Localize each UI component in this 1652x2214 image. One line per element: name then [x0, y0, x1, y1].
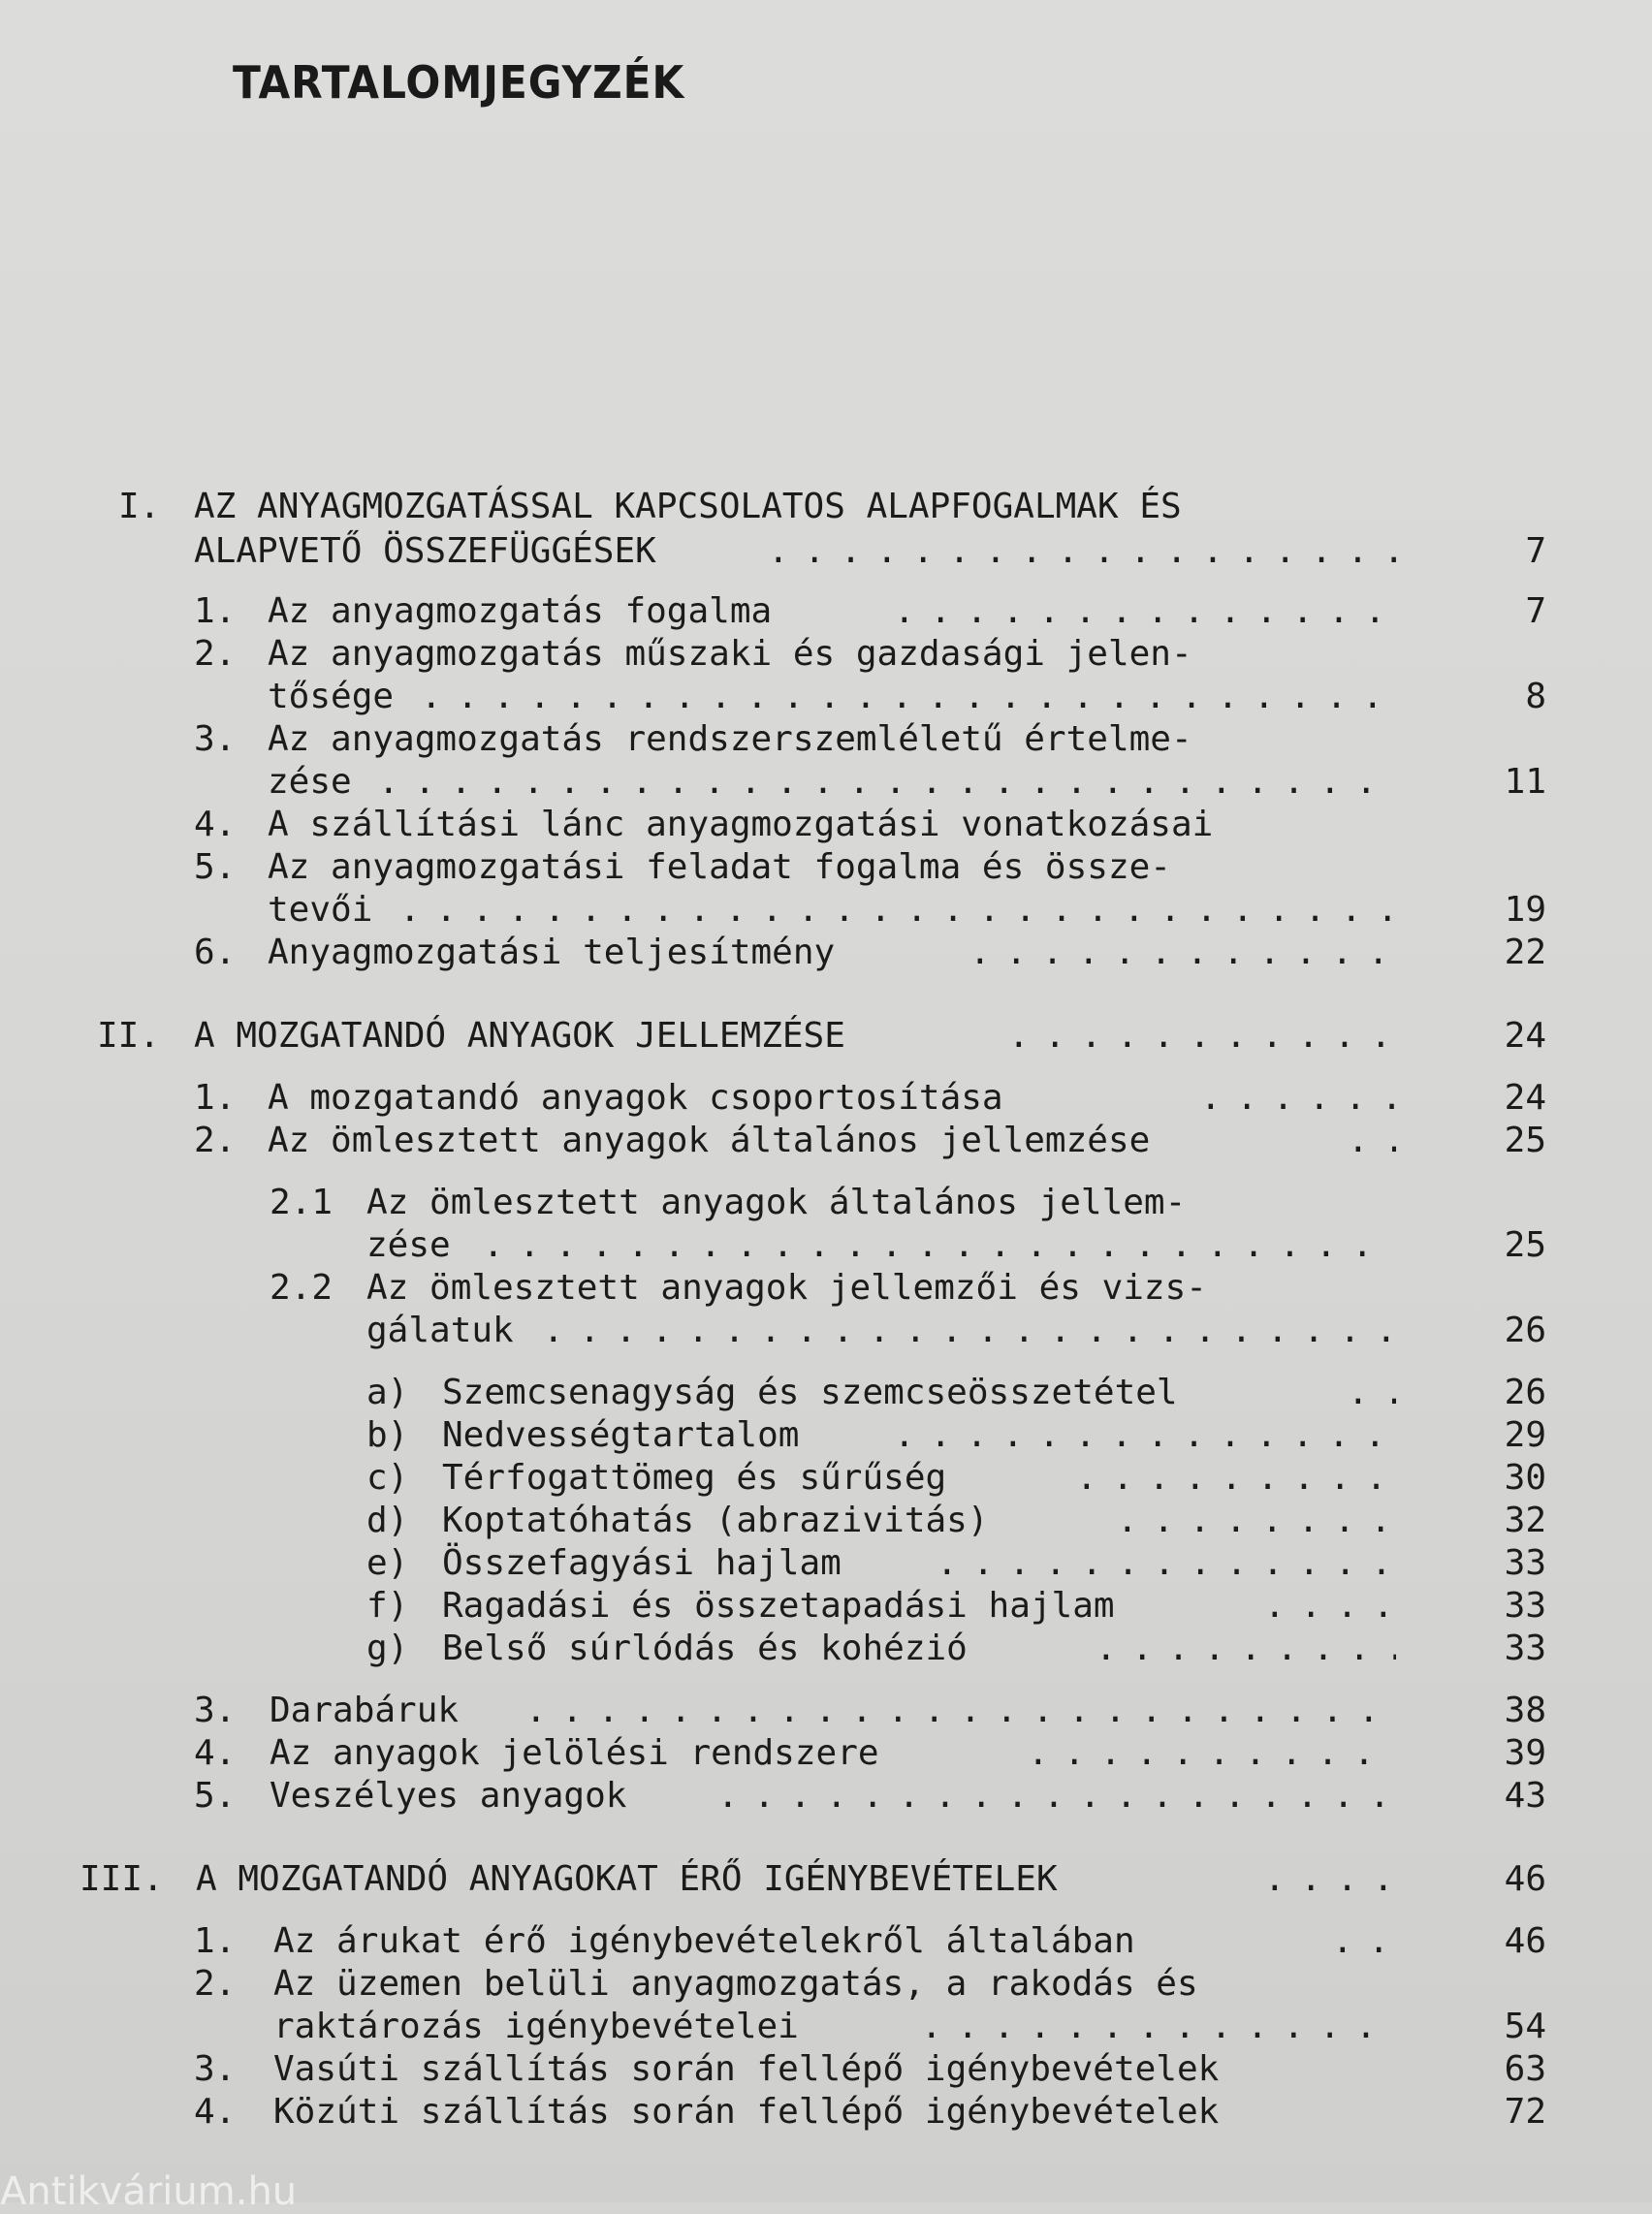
toc-entry	[0, 1857, 1652, 1902]
entry-number: 3.	[194, 719, 237, 759]
entry-title: A mozgatandó anyagok csoportosítása	[268, 1078, 1003, 1118]
entry-page: 63	[1504, 2049, 1546, 2089]
toc-entry	[0, 931, 1652, 975]
entry-title: Összefagyási hajlam	[442, 1543, 842, 1583]
entry-number: 3.	[194, 1691, 237, 1730]
dot-leader	[543, 1309, 1396, 1353]
entry-number: 2.2	[270, 1268, 334, 1308]
entry-number: 4.	[194, 2092, 237, 2132]
entry-number: f)	[366, 1586, 409, 1626]
entry-page: 8	[1525, 677, 1546, 716]
entry-number: 5.	[194, 1776, 237, 1816]
entry-number: II.	[97, 1016, 161, 1056]
dot-leader	[717, 1774, 1396, 1819]
page-title: TARTALOMJEGYZÉK	[233, 56, 685, 109]
entry-number: 2.	[194, 634, 237, 674]
dot-leader	[1117, 1499, 1396, 1543]
dot-leader	[921, 2005, 1396, 2049]
dot-leader	[894, 1413, 1396, 1458]
toc-entry	[0, 589, 1652, 634]
entry-title: Az árukat érő igénybevételekről általában	[273, 1921, 1135, 1961]
entry-number: I.	[118, 487, 161, 526]
dot-leader	[1264, 1857, 1396, 1902]
dot-leader	[1028, 1731, 1396, 1776]
toc-entry	[0, 1456, 1652, 1501]
entry-number: 2.1	[270, 1183, 334, 1222]
entry-number: 1.	[194, 591, 237, 631]
entry-title: Az anyagmozgatás fogalma	[268, 591, 773, 631]
entry-title: raktározás igénybevételei	[273, 2007, 799, 2046]
entry-page: 22	[1504, 933, 1546, 972]
toc-entry	[0, 1181, 1652, 1225]
entry-number: 4.	[194, 1733, 237, 1773]
entry-page: 46	[1504, 1859, 1546, 1899]
entry-number: 5.	[194, 847, 237, 887]
entry-number: c)	[366, 1458, 409, 1498]
dot-leader	[1008, 1014, 1396, 1059]
dot-leader	[421, 675, 1396, 719]
dot-leader	[1348, 1371, 1396, 1415]
entry-page: 11	[1504, 762, 1546, 802]
entry-number: a)	[366, 1373, 409, 1412]
toc-entry	[0, 1541, 1652, 1586]
entry-title: Darabáruk	[270, 1691, 460, 1730]
entry-title: zése	[366, 1225, 451, 1265]
dot-leader	[1096, 1627, 1396, 1671]
entry-page: 30	[1504, 1458, 1546, 1498]
entry-number: 2.	[194, 1964, 237, 2004]
entry-page: 33	[1504, 1586, 1546, 1626]
entry-page: 38	[1504, 1691, 1546, 1730]
entry-number: 3.	[194, 2049, 237, 2089]
toc-entry	[0, 1119, 1652, 1163]
entry-title: Koptatóhatás (abrazivitás)	[442, 1501, 989, 1540]
dot-leader	[1200, 1076, 1396, 1121]
toc-entry	[0, 1076, 1652, 1121]
entry-page: 32	[1504, 1501, 1546, 1540]
dot-leader	[483, 1223, 1396, 1268]
entry-page: 46	[1504, 1921, 1546, 1961]
dot-leader	[1076, 1456, 1396, 1501]
entry-page: 33	[1504, 1543, 1546, 1583]
entry-number: d)	[366, 1501, 409, 1540]
entry-title: Közúti szállítás során fellépő igénybevételek	[273, 2092, 1220, 2132]
toc-entry	[0, 1584, 1652, 1629]
entry-page: 39	[1504, 1733, 1546, 1773]
toc-entry	[0, 717, 1652, 762]
entry-title: tevői	[268, 890, 373, 930]
toc-entry	[0, 1266, 1652, 1311]
entry-page: 43	[1504, 1776, 1546, 1816]
entry-page: 29	[1504, 1415, 1546, 1455]
toc-entry	[0, 1627, 1652, 1671]
toc-entry	[0, 760, 1652, 805]
entry-number: 6.	[194, 933, 237, 972]
entry-page: 25	[1504, 1121, 1546, 1160]
toc-entry	[0, 803, 1652, 847]
toc-entry	[0, 1774, 1652, 1819]
toc-entry	[0, 1014, 1652, 1059]
entry-title: Az ömlesztett anyagok jellemzői és vizs-	[366, 1268, 1207, 1308]
entry-title: A MOZGATANDÓ ANYAGOK JELLEMZÉSE	[194, 1016, 845, 1056]
dot-leader	[399, 888, 1396, 933]
entry-title: Ragadási és összetapadási hajlam	[442, 1586, 1115, 1626]
entry-title: A MOZGATANDÓ ANYAGOKAT ÉRŐ IGÉNYBEVÉTELEK	[196, 1859, 1058, 1899]
toc-entry	[0, 1413, 1652, 1458]
entry-page: 19	[1504, 890, 1546, 930]
entry-title: tősége	[268, 677, 395, 716]
watermark: Antikvárium.hu	[0, 2169, 298, 2214]
toc-entry	[0, 632, 1652, 677]
toc-entry	[0, 1371, 1652, 1415]
entry-title: Térfogattömeg és sűrűség	[442, 1458, 947, 1498]
dot-leader	[378, 760, 1396, 805]
entry-title: AZ ANYAGMOZGATÁSSAL KAPCSOLATOS ALAPFOGALMAK ÉS	[194, 487, 1182, 526]
entry-title: Az anyagmozgatási feladat fogalma és össze-	[268, 847, 1171, 887]
toc-entry	[0, 529, 1652, 574]
entry-number: 1.	[194, 1921, 237, 1961]
entry-title: Az anyagok jelölési rendszere	[270, 1733, 879, 1773]
entry-page: 25	[1504, 1225, 1546, 1265]
toc-entry	[0, 1689, 1652, 1733]
entry-title: Veszélyes anyagok	[270, 1776, 627, 1816]
toc-entry	[0, 1223, 1652, 1268]
toc-entry	[0, 1731, 1652, 1776]
entry-number: g)	[366, 1629, 409, 1668]
entry-page: 24	[1504, 1016, 1546, 1056]
dot-leader	[525, 1689, 1396, 1733]
entry-title: Az ömlesztett anyagok általános jellem-	[366, 1183, 1187, 1222]
toc-entry	[0, 485, 1652, 529]
dot-leader	[894, 589, 1396, 634]
entry-number: e)	[366, 1543, 409, 1583]
entry-page: 7	[1525, 531, 1546, 571]
entry-page: 72	[1504, 2092, 1546, 2132]
entry-number: b)	[366, 1415, 409, 1455]
dot-leader	[1264, 1584, 1396, 1629]
toc-entry	[0, 675, 1652, 719]
toc-entry	[0, 2005, 1652, 2049]
entry-page: 26	[1504, 1373, 1546, 1412]
entry-title: Az anyagmozgatás rendszerszemléletű értelme-	[268, 719, 1192, 759]
toc-entry	[0, 1962, 1652, 2007]
toc-entry	[0, 888, 1652, 933]
dot-leader	[768, 529, 1396, 574]
entry-title: Az anyagmozgatás műszaki és gazdasági jelen-	[268, 634, 1192, 674]
dot-leader	[1348, 1119, 1396, 1163]
dot-leader	[1332, 1919, 1396, 1964]
entry-title: gálatuk	[366, 1311, 514, 1350]
toc-entry	[0, 845, 1652, 890]
entry-page: 7	[1525, 591, 1546, 631]
entry-title: zése	[268, 762, 352, 802]
entry-title: Belső súrlódás és kohézió	[442, 1629, 968, 1668]
toc-entry	[0, 1499, 1652, 1543]
entry-title: Anyagmozgatási teljesítmény	[268, 933, 836, 972]
entry-number: 2.	[194, 1121, 237, 1160]
entry-title: Az ömlesztett anyagok általános jellemzése	[268, 1121, 1151, 1160]
toc-entry	[0, 1309, 1652, 1353]
toc-entry	[0, 2047, 1652, 2092]
entry-title: A szállítási lánc anyagmozgatási vonatkozásai	[268, 805, 1214, 844]
entry-title: Nedvességtartalom	[442, 1415, 800, 1455]
toc-entry	[0, 1919, 1652, 1964]
entry-number: 1.	[194, 1078, 237, 1118]
entry-title: ALAPVETŐ ÖSSZEFÜGGÉSEK	[194, 531, 656, 571]
entry-number: III.	[79, 1859, 164, 1899]
entry-page: 24	[1504, 1078, 1546, 1118]
dot-leader	[969, 931, 1396, 975]
entry-page: 33	[1504, 1629, 1546, 1668]
entry-page: 26	[1504, 1311, 1546, 1350]
entry-title: Vasúti szállítás során fellépő igénybevételek	[273, 2049, 1220, 2089]
entry-title: Szemcsenagyság és szemcseösszetétel	[442, 1373, 1178, 1412]
entry-title: Az üzemen belüli anyagmozgatás, a rakodás és	[273, 1964, 1198, 2004]
dot-leader	[937, 1541, 1396, 1586]
entry-number: 4.	[194, 805, 237, 844]
entry-page: 54	[1504, 2007, 1546, 2046]
toc-entry	[0, 2090, 1652, 2135]
